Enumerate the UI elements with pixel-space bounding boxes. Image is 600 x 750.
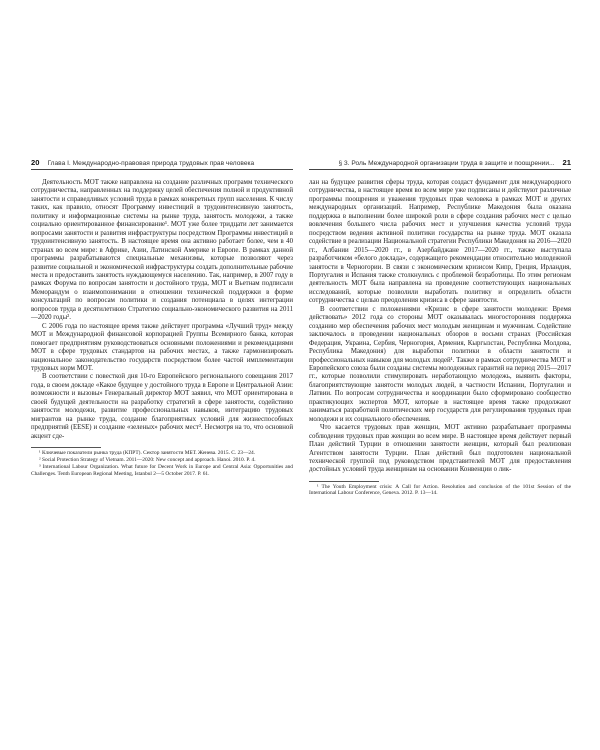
paragraph: Что касается трудовых прав женщин, МОТ активно разрабатывает программы соблюдения трудовых прав женщин во всем мире. В настоящее время действует первый План действий Турции в отношении занятости женщин, который был реализован Агентством занятости Турции. План действий был подготовлен национальной технической группой под руководством представителей МОТ для предоставления достойных условий труда женщинам на основании Конвенции о лик- — [309, 424, 571, 474]
paragraph: С 2006 года по настоящее время также действует программа «Лучший труд» между МОТ и Международной финансовой корпорацией Группы Всемирного банка, которая помогает предприятиям руководствоваться основными положениями и рекомендациями МОТ в сфере трудовых стандартов на рабочих местах, а также гармонизировать национальное законодательство государств посредством более частой имплементации трудовых норм МОТ. — [31, 322, 293, 372]
running-head — [309, 158, 571, 170]
chapter-title: Глава I. Международно-правовая природа трудовых прав человека — [47, 160, 255, 167]
page-number: 20 — [31, 158, 40, 167]
left-page — [31, 158, 293, 478]
paragraph: В соответствии с повесткой дня 10-го Европейского регионального совещания 2017 года, в своем докладе «Какое будущее у достойного труда в Европе и Центральной Азии: возможности и вызовы» Генеральный директор МОТ заявил, что МОТ ориентирована в своей будущей деятельности на разработку стратегий в сфере занятости, содействию занятости молодежи, развитие профессиональных навыков, интеграцию трудовых мигрантов на рынке труда, создание благоприятных условий для жизнеспособных предприятий (EESE) и создание «зеленых» рабочих мест³. Несмотря на то, что основной акцент сде- — [31, 373, 293, 440]
footnote: ² Social Protection Strategy of Vietnam. 2011—2020: New concept and approach. Hanoi. 2010. P. 4. — [39, 457, 256, 464]
footnotes — [31, 444, 293, 477]
footnote-divider — [309, 481, 379, 482]
right-page — [309, 158, 571, 497]
footnote: ¹ The Youth Employment crisis: A Call for Action. Resolution and conclusion of the 101st Session of the International Labour Conference, Geneva. 2012. P. 13—14. — [309, 483, 571, 497]
footnote: ¹ Ключевые показатели рынка труда (КПРТ). Сектор занятости МБТ. Женева. 2015. С. 23—24. — [39, 450, 256, 457]
footnote-divider — [31, 447, 101, 448]
body-text — [31, 179, 293, 441]
running-head — [31, 158, 293, 170]
paragraph: Деятельность МОТ также направлена на создание различных программ технического сотрудничества, направленных на поддержку целей обеспечения полной и продуктивной занятости и справедливых условий труда в рамках конкретных групп населения. К числу таких, как правило, относят Программу инвестиций в трудоинтенсивную занятость, политику и информационные системы на рынке труда, занятость молодежи, а также социально ориентированное финансирование¹. МОТ уже более тридцати лет занимается вопросами занятости и развития инфраструктуры посредством Программы инвестиций в трудоинтенсивную занятость. В настоящее время она активно работает более, чем в 40 странах во всем мире: в Африке, Азии, Латинской Америке и Европе. В рамках данной программы разрабатываются специальные механизмы, которые позволяют через развитие социальной и экономической инфраструктуры создать дополнительные рабочие места и предоставить занятость нуждающемуся населению. Так, например, в 2007 году в рамках Форума по вопросам занятости и достойного труда, МОТ и Вьетнам подписали Меморандум о взаимопонимании в отношении технической поддержки в форме консультаций по вопросам политики и создания потенциала в целях интеграции вопросов труда в десятилетнюю Стратегию социально-экономического развития на 2011—2020 годы². — [31, 179, 293, 322]
footnotes — [309, 478, 571, 497]
paragraph: В соответствии с положениями «Кризис в сфере занятости молодежи: Время действовать» 2012 года со стороны МОТ оказывалась многосторонняя поддержка созданию мер обеспечения рабочих мест молодым женщинам и мужчинам. Содействие заключалось в проведении национальных обзоров в восьми странах (Российская Федерация, Украина, Сербия, Черногория, Армения, Кыргызстан, Республика Молдова, Республика Македония) для выработки политики в области занятости и профессиональных навыков для молодых людей¹. Также в рамках сотрудничества МОТ и Европейского союза были созданы системы молодежных гарантий на период 2015—2017 гг., которые позволили стимулировать неработающую молодежь, выявить факторы, благоприятствующие занятости молодых людей, в частности Испании, Португалии и Латвии. По вопросам сотрудничества и координации было сформировано сообщество практикующих экспертов МОТ, которые в настоящее время также продолжают заниматься разработкой политических мер государств для регулирования трудовых прав молодежи и их социального обеспечения. — [309, 305, 571, 423]
paragraph: лан на будущее развития сферы труда, которая создаст фундамент для международного сотрудничества, в настоящее время во всем мире уже подписаны и действуют различные программы поощрения и уважения трудовых прав человека в рамках МОТ и других международных организаций. Например, Республике Македония была оказана поддержка в выполнении более широкой роли в сфере создания рабочих мест с целью вовлечения большего числа рабочих мест и улучшения качества условий труда посредством ведения активной политики государства на рынке труда. МОТ оказала содействие в реализации Национальной стратегии Республики Македония на 2016—2020 гг., Албании 2015—2020 гг., в Азербайджане 2017—2020 гг., также выступала разработчиком «белого доклада», содержащего рекомендации относительно молодежной занятости в Черногории. В связи с экономическим кризисом Кипр, Греция, Ирландия, Португалия и Испания также столкнулись с проблемой безработицы. По этим регионам деятельность МОТ была направлена на проведение соответствующих национальных исследований, которые позволили выработать политику и определить области сотрудничества с целью преодоления кризиса в сфере занятости. — [309, 179, 571, 305]
page-number: 21 — [562, 158, 571, 167]
section-title: § 3. Роль Международной организации труда в защите и поощрении... — [338, 160, 555, 167]
body-text — [309, 179, 571, 475]
footnote: ³ International Labour Organization. What future for Decent Work in Europe and Central Asia: Opportunities and Challenges. Tenth European Regional Meeting, Istanbul 2—5 October 2017. P. 61. — [31, 464, 293, 477]
